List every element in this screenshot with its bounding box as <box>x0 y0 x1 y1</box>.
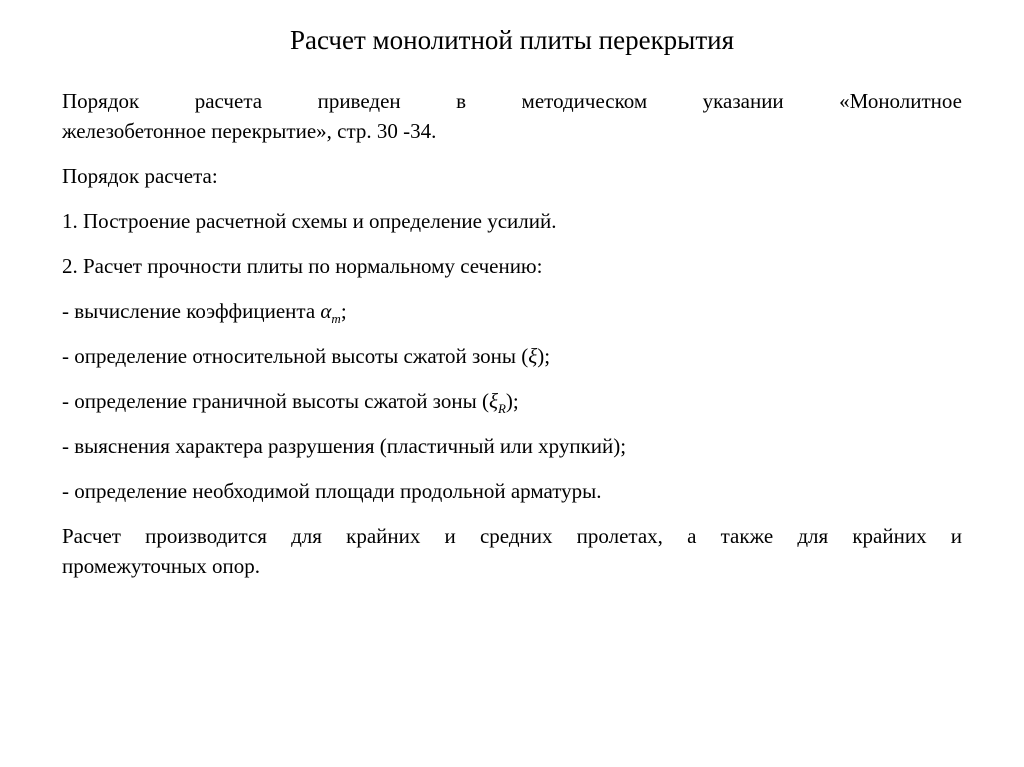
alpha-subscript: m <box>331 311 341 327</box>
intro-paragraph <box>62 86 962 146</box>
xi-symbol: ξ <box>528 344 538 368</box>
xi-r-subscript: R <box>497 401 506 417</box>
closing-line-1: Расчет производится для крайних и средних пролетах, а также для крайних и <box>62 524 962 548</box>
bullet-alpha-m-text: - вычисление коэффициента <box>62 299 321 323</box>
bullet-xi <box>62 341 962 371</box>
intro-line-1: Порядок расчета приведен в методическом указании «Монолитное <box>62 89 962 113</box>
bullet-xi-text: - определение относительной высоты сжатой зоны ( <box>62 344 529 368</box>
closing-line-2: промежуточных опор. <box>62 554 260 578</box>
alpha-symbol: α <box>320 299 332 323</box>
slide-body <box>62 86 962 581</box>
bullet-xi-punct: ); <box>537 344 551 368</box>
step-1: 1. Построение расчетной схемы и определение усилий. <box>62 209 557 233</box>
page-title: Расчет монолитной плиты перекрытия <box>289 25 734 55</box>
bullet-failure-mode: - выяснения характера разрушения (пластичный или хрупкий); <box>62 434 627 458</box>
intro-line-2: железобетонное перекрытие», стр. 30 -34. <box>62 119 437 143</box>
bullet-alpha-m <box>62 296 962 326</box>
order-heading: Порядок расчета: <box>62 164 218 188</box>
bullet-alpha-m-punct: ; <box>340 299 347 323</box>
bullet-xi-r-punct: ); <box>505 389 519 413</box>
step-2: 2. Расчет прочности плиты по нормальному сечению: <box>62 254 543 278</box>
bullet-xi-r <box>62 386 962 416</box>
bullet-rebar-area: - определение необходимой площади продольной арматуры. <box>62 479 602 503</box>
closing-paragraph <box>62 521 962 581</box>
bullet-xi-r-text: - определение граничной высоты сжатой зоны ( <box>62 389 489 413</box>
xi-r-symbol: ξ <box>488 389 498 413</box>
